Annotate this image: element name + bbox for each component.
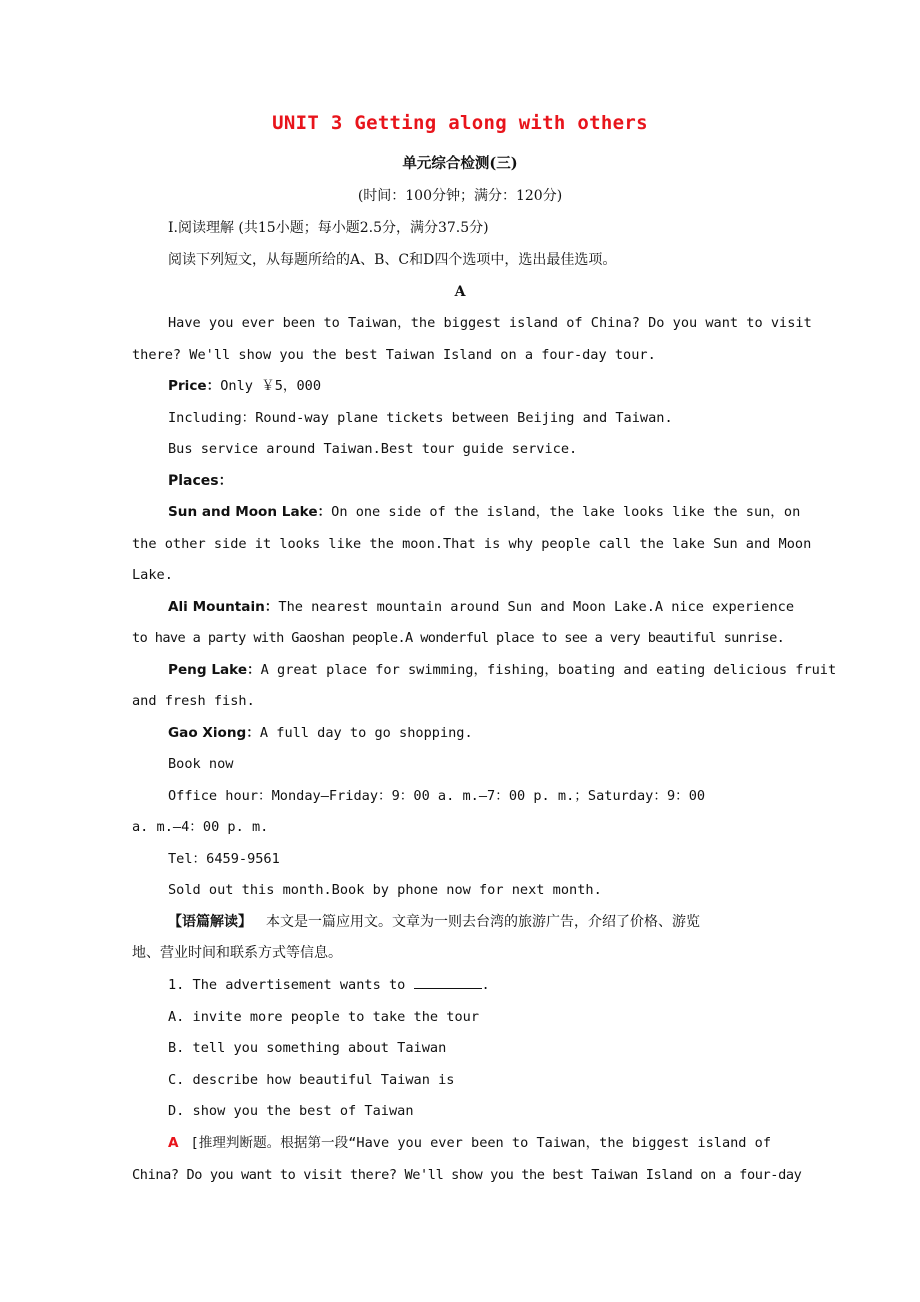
sun-moon-line-1 (168, 502, 868, 522)
answer-blank (414, 975, 482, 989)
question-1-text: 1. The advertisement wants to (168, 977, 406, 993)
peng-label: Peng Lake： (168, 662, 261, 678)
option-d: D. show you the best of Taiwan (168, 1103, 414, 1119)
ali-line-2: to have a party with Gaoshan people.A wonderful place to see a very beautiful sunrise. (132, 630, 785, 646)
passage-intro-line-1: Have you ever been to Taiwan，the biggest island of China? Do you want to visit (168, 315, 812, 331)
telephone: Tel：6459-9561 (168, 851, 280, 867)
office-hour-line-1: Office hour：Monday—Friday：9：00 a. m.—7：00 p. m.；Saturday：9：00 (168, 788, 706, 804)
book-now: Book now (168, 756, 234, 772)
gao-text: A full day to go shopping. (259, 725, 473, 741)
gao-label: Gao Xiong： (168, 725, 260, 741)
sun-moon-line-2: the other side it looks like the moon.That is why people call the lake Sun and Moon (132, 536, 812, 552)
peng-line-2: and fresh fish. (132, 693, 255, 709)
analysis-line-1 (168, 912, 868, 932)
ali-line-1 (168, 597, 868, 617)
price-value: Only ￥5，000 (220, 378, 322, 394)
sun-moon-line-3: Lake. (132, 567, 173, 583)
peng-text-1: A great place for swimming，fishing，boating and eating delicious fruit (260, 662, 837, 678)
explanation-text-1: [推理判断题。根据第一段“Have you ever been to Taiwan，the biggest island of (190, 1135, 772, 1151)
option-a: A. invite more people to take the tour (168, 1009, 479, 1025)
price-label: Price： (168, 378, 221, 394)
section-heading: Ⅰ.阅读理解 (共15小题；每小题2.5分，满分37.5分) (168, 220, 489, 236)
office-hour-line-2: a. m.—4：00 p. m. (132, 819, 269, 835)
explanation-line-1 (168, 1133, 868, 1153)
analysis-label: 【语篇解读】 (168, 914, 252, 930)
analysis-text-1: 本文是一篇应用文。文章为一则去台湾的旅游广告，介绍了价格、游览 (266, 914, 700, 930)
passage-label: A (454, 284, 466, 300)
time-info: (时间：100分钟；满分：120分) (357, 188, 563, 204)
sun-moon-text-1: On one side of the island，the lake looks like the sun，on (331, 504, 801, 520)
price-line (168, 376, 868, 396)
bus-line: Bus service around Taiwan.Best tour guide service. (168, 441, 578, 457)
option-c: C. describe how beautiful Taiwan is (168, 1072, 455, 1088)
question-1-stem (168, 975, 868, 995)
section-instruction: 阅读下列短文，从每题所给的A、B、C和D四个选项中，选出最佳选项。 (168, 252, 617, 268)
peng-line-1 (168, 660, 868, 680)
ali-label: Ali Mountain： (168, 599, 279, 615)
question-1-end: . (481, 977, 490, 993)
sold-out-note: Sold out this month.Book by phone now for next month. (168, 882, 602, 898)
places-label: Places： (168, 473, 233, 489)
analysis-line-2: 地、营业时间和联系方式等信息。 (132, 945, 342, 961)
sun-moon-label: Sun and Moon Lake： (168, 504, 332, 520)
option-b: B. tell you something about Taiwan (168, 1040, 447, 1056)
including-line: Including：Round-way plane tickets between Beijing and Taiwan. (168, 410, 673, 426)
gao-line (168, 723, 868, 743)
ali-text-1: The nearest mountain around Sun and Moon Lake.A nice experience (278, 599, 795, 615)
passage-intro-line-2: there? We'll show you the best Taiwan Island on a four-day tour. (132, 347, 656, 363)
page-subtitle: 单元综合检测(三) (402, 155, 518, 172)
page-title: UNIT 3 Getting along with others (272, 112, 648, 134)
answer-letter: A (168, 1135, 179, 1151)
explanation-line-2: China? Do you want to visit there? We'll show you the best Taiwan Island on a four-day (132, 1167, 802, 1183)
